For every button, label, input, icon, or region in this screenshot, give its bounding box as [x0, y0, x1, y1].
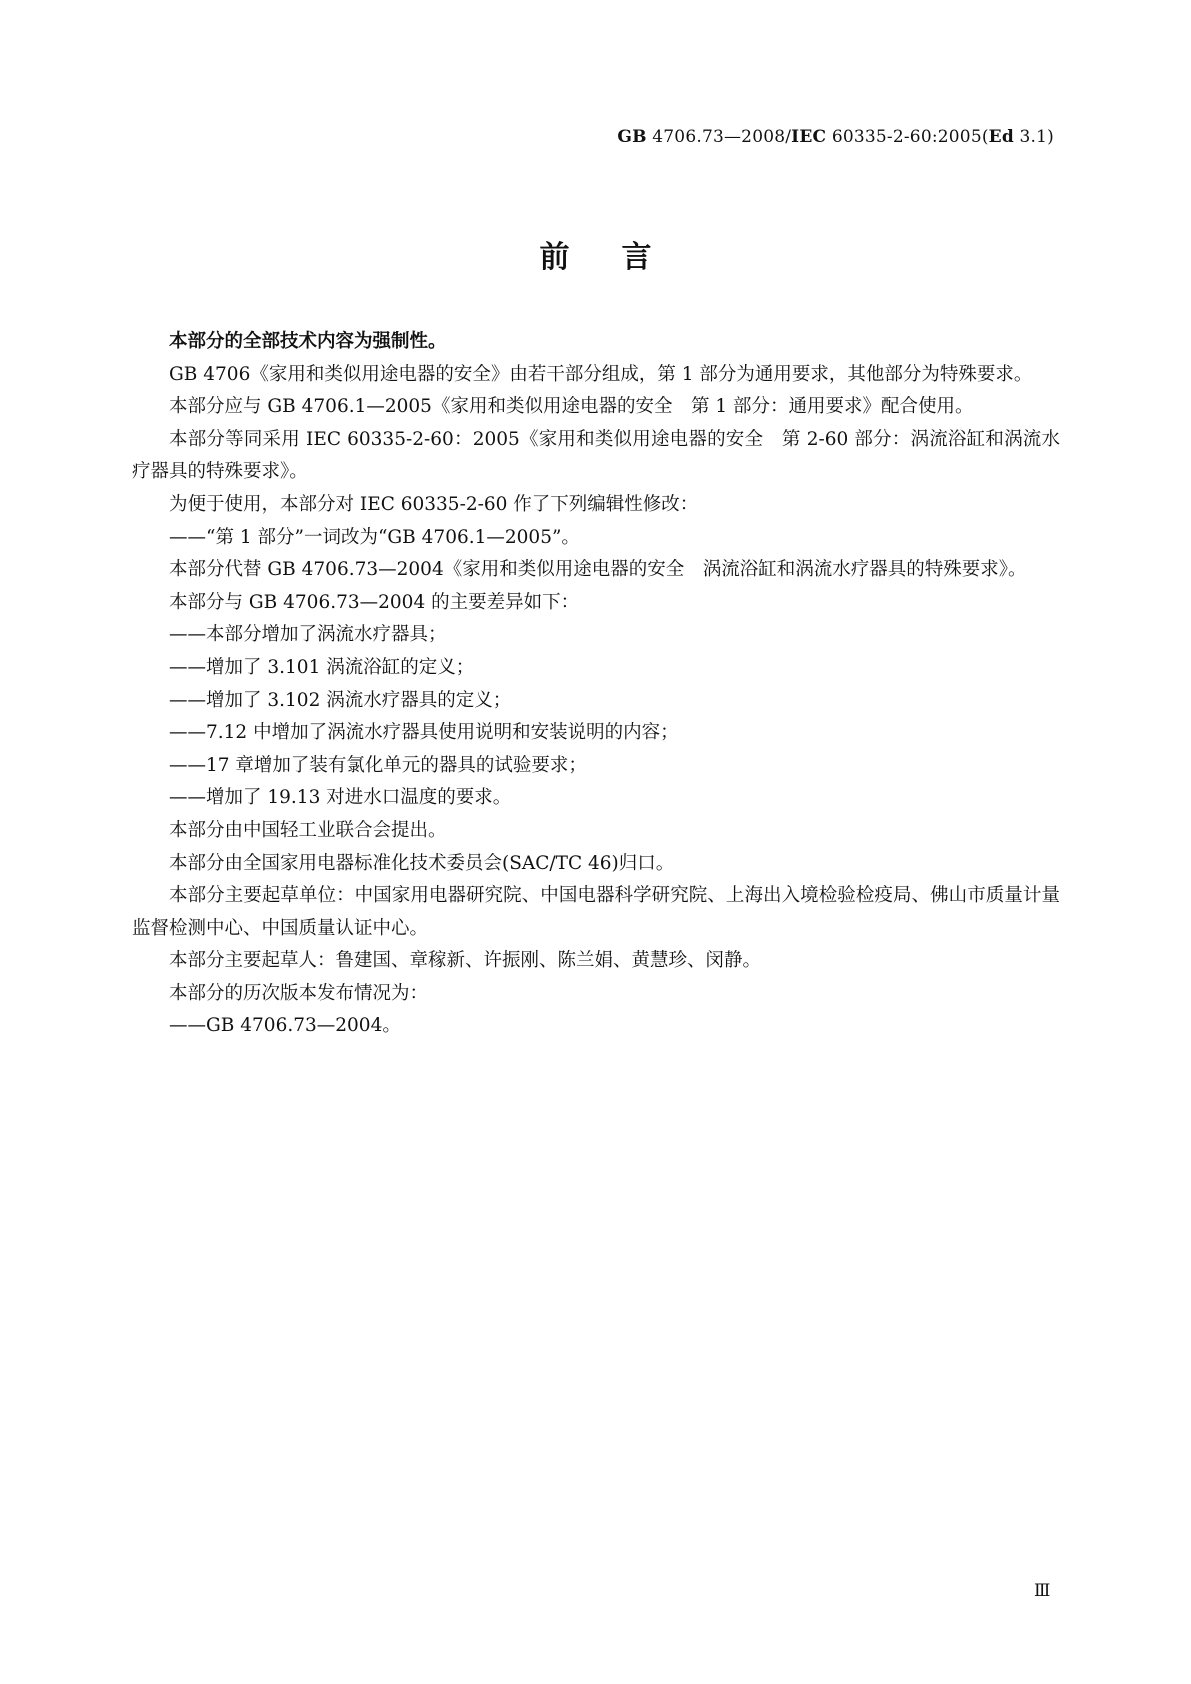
- paragraph-drafting-units: 本部分主要起草单位：中国家用电器研究院、中国电器科学研究院、上海出入境检验检疫局、佛山市质量计量监督检测中心、中国质量认证中心。: [132, 885, 1060, 939]
- list-item: ——GB 4706.73—2004。: [169, 1015, 401, 1037]
- list-item: ——17 章增加了装有氯化单元的器具的试验要求；: [169, 754, 587, 776]
- doc-code-gb: GB: [617, 127, 647, 147]
- paragraph-editorial-changes: 为便于使用，本部分对 IEC 60335-2-60 作了下列编辑性修改：: [169, 493, 699, 515]
- paragraph-centralized-by: 本部分由全国家用电器标准化技术委员会(SAC/TC 46)归口。: [169, 852, 675, 874]
- foreword-body: [132, 326, 1060, 1043]
- doc-code-number: 4706.73—2008/: [646, 127, 792, 147]
- paragraph-differences: 本部分与 GB 4706.73—2004 的主要差异如下：: [169, 591, 580, 613]
- doc-code-ed: Ed: [988, 127, 1014, 147]
- page-title: 前言: [539, 240, 704, 275]
- paragraph-version-history: 本部分的历次版本发布情况为：: [169, 982, 429, 1004]
- list-item: ——增加了 3.101 涡流浴缸的定义；: [169, 656, 475, 678]
- paragraph-replaces: 本部分代替 GB 4706.73—2004《家用和类似用途电器的安全 涡流浴缸和涡流水疗器具的特殊要求》。: [169, 559, 1027, 581]
- list-item: ——增加了 3.102 涡流水疗器具的定义；: [169, 689, 512, 711]
- paragraph-use-with: 本部分应与 GB 4706.1—2005《家用和类似用途电器的安全 第 1 部分：通用要求》配合使用。: [169, 396, 974, 418]
- paragraph-mandatory: 本部分的全部技术内容为强制性。: [169, 331, 447, 352]
- paragraph-proposed-by: 本部分由中国轻工业联合会提出。: [169, 819, 447, 841]
- paragraph-drafters: 本部分主要起草人：鲁建国、章稼新、许振刚、陈兰娟、黄慧珍、闵静。: [169, 950, 762, 972]
- paragraph-series-structure: GB 4706《家用和类似用途电器的安全》由若干部分组成，第 1 部分为通用要求，其他部分为特殊要求。: [169, 363, 1033, 385]
- page-number: Ⅲ: [1034, 1581, 1051, 1601]
- list-item: ——增加了 19.13 对进水口温度的要求。: [169, 787, 512, 809]
- doc-code-end: 3.1): [1013, 127, 1054, 147]
- doc-code-rest: 60335-2-60:2005(: [826, 127, 989, 147]
- list-item: ——“第 1 部分”一词改为“GB 4706.1—2005”。: [169, 526, 580, 548]
- document-code: [617, 127, 1054, 147]
- paragraph-adoption: 本部分等同采用 IEC 60335-2-60：2005《家用和类似用途电器的安全 第 2-60 部分：涡流浴缸和涡流水疗器具的特殊要求》。: [132, 428, 1060, 483]
- list-item: ——本部分增加了涡流水疗器具；: [169, 624, 447, 646]
- doc-code-iec: IEC: [791, 127, 827, 147]
- list-item: ——7.12 中增加了涡流水疗器具使用说明和安装说明的内容；: [169, 722, 679, 744]
